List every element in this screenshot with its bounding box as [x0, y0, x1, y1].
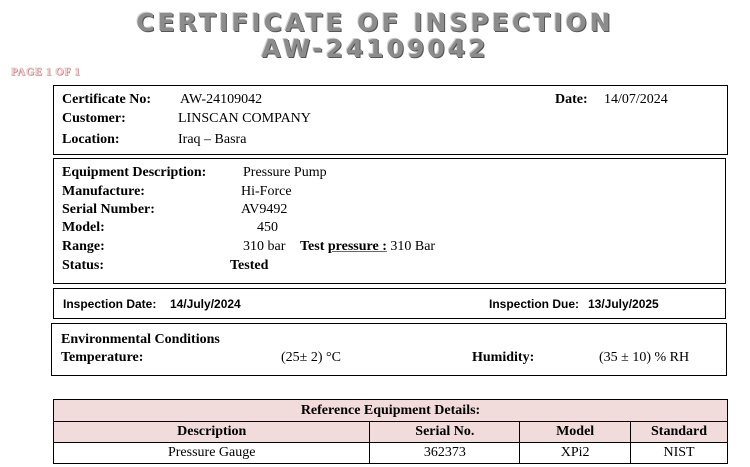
serial-number-value: AV9492	[241, 202, 288, 217]
serial-number-label: Serial Number:	[62, 202, 155, 217]
equipment-description-label: Equipment Description:	[62, 165, 207, 180]
table-caption-row	[54, 400, 728, 422]
column-header: Serial No.	[370, 422, 520, 443]
inspection-due-value: 13/July/2025	[588, 297, 659, 311]
column-header: Description	[54, 422, 370, 443]
manufacture-label: Manufacture:	[62, 184, 145, 199]
date-label: Date:	[555, 92, 588, 107]
location-label: Location:	[62, 132, 120, 147]
test-pressure-label: Test	[300, 239, 328, 254]
equipment-description-value: Pressure Pump	[243, 165, 327, 180]
table-row	[54, 443, 728, 464]
customer-label: Customer:	[62, 111, 126, 126]
table-cell: Pressure Gauge	[54, 443, 370, 464]
location-value: Iraq – Basra	[178, 132, 247, 147]
inspection-date-value: 14/July/2024	[170, 297, 241, 311]
model-label: Model:	[62, 220, 105, 235]
test-pressure-group	[300, 239, 435, 255]
status-label: Status:	[62, 258, 105, 273]
table-cell: 362373	[370, 443, 520, 464]
inspection-dates-box	[53, 288, 726, 319]
model-value: 450	[257, 220, 278, 235]
range-value: 310 bar	[243, 239, 286, 254]
humidity-value: (35 ± 10) % RH	[599, 350, 690, 365]
cert-no-value: AW-24109042	[180, 92, 263, 107]
table-header-row	[54, 422, 728, 443]
equipment-box	[53, 158, 726, 284]
test-pressure-value: 310 Bar	[390, 239, 436, 254]
reference-equipment-table	[53, 399, 728, 464]
certificate-info-box	[53, 85, 728, 155]
temperature-label: Temperature:	[61, 350, 144, 365]
column-header: Model	[520, 422, 631, 443]
table-cell: XPi2	[520, 443, 631, 464]
humidity-label: Humidity:	[472, 350, 535, 365]
inspection-date-label: Inspection Date:	[63, 297, 157, 311]
cert-no-label: Certificate No:	[62, 92, 152, 107]
environment-box	[51, 323, 727, 376]
customer-value: LINSCAN COMPANY	[178, 111, 311, 126]
status-value: Tested	[230, 258, 269, 273]
page-label: PAGE 1 OF 1	[11, 66, 81, 78]
certificate-title: CERTIFICATE OF INSPECTION	[136, 8, 614, 37]
manufacture-value: Hi-Force	[241, 184, 292, 199]
reference-caption: Reference Equipment Details:	[54, 400, 728, 422]
test-pressure-label-underlined: pressure :	[327, 239, 387, 254]
column-header: Standard	[631, 422, 728, 443]
environment-heading: Environmental Conditions	[61, 332, 220, 347]
date-value: 14/07/2024	[604, 92, 668, 107]
table-cell: NIST	[631, 443, 728, 464]
range-label: Range:	[62, 239, 105, 254]
certificate-number-title: AW-24109042	[261, 34, 489, 63]
temperature-value: (25± 2) °C	[281, 350, 341, 365]
inspection-due-label: Inspection Due:	[489, 297, 580, 311]
